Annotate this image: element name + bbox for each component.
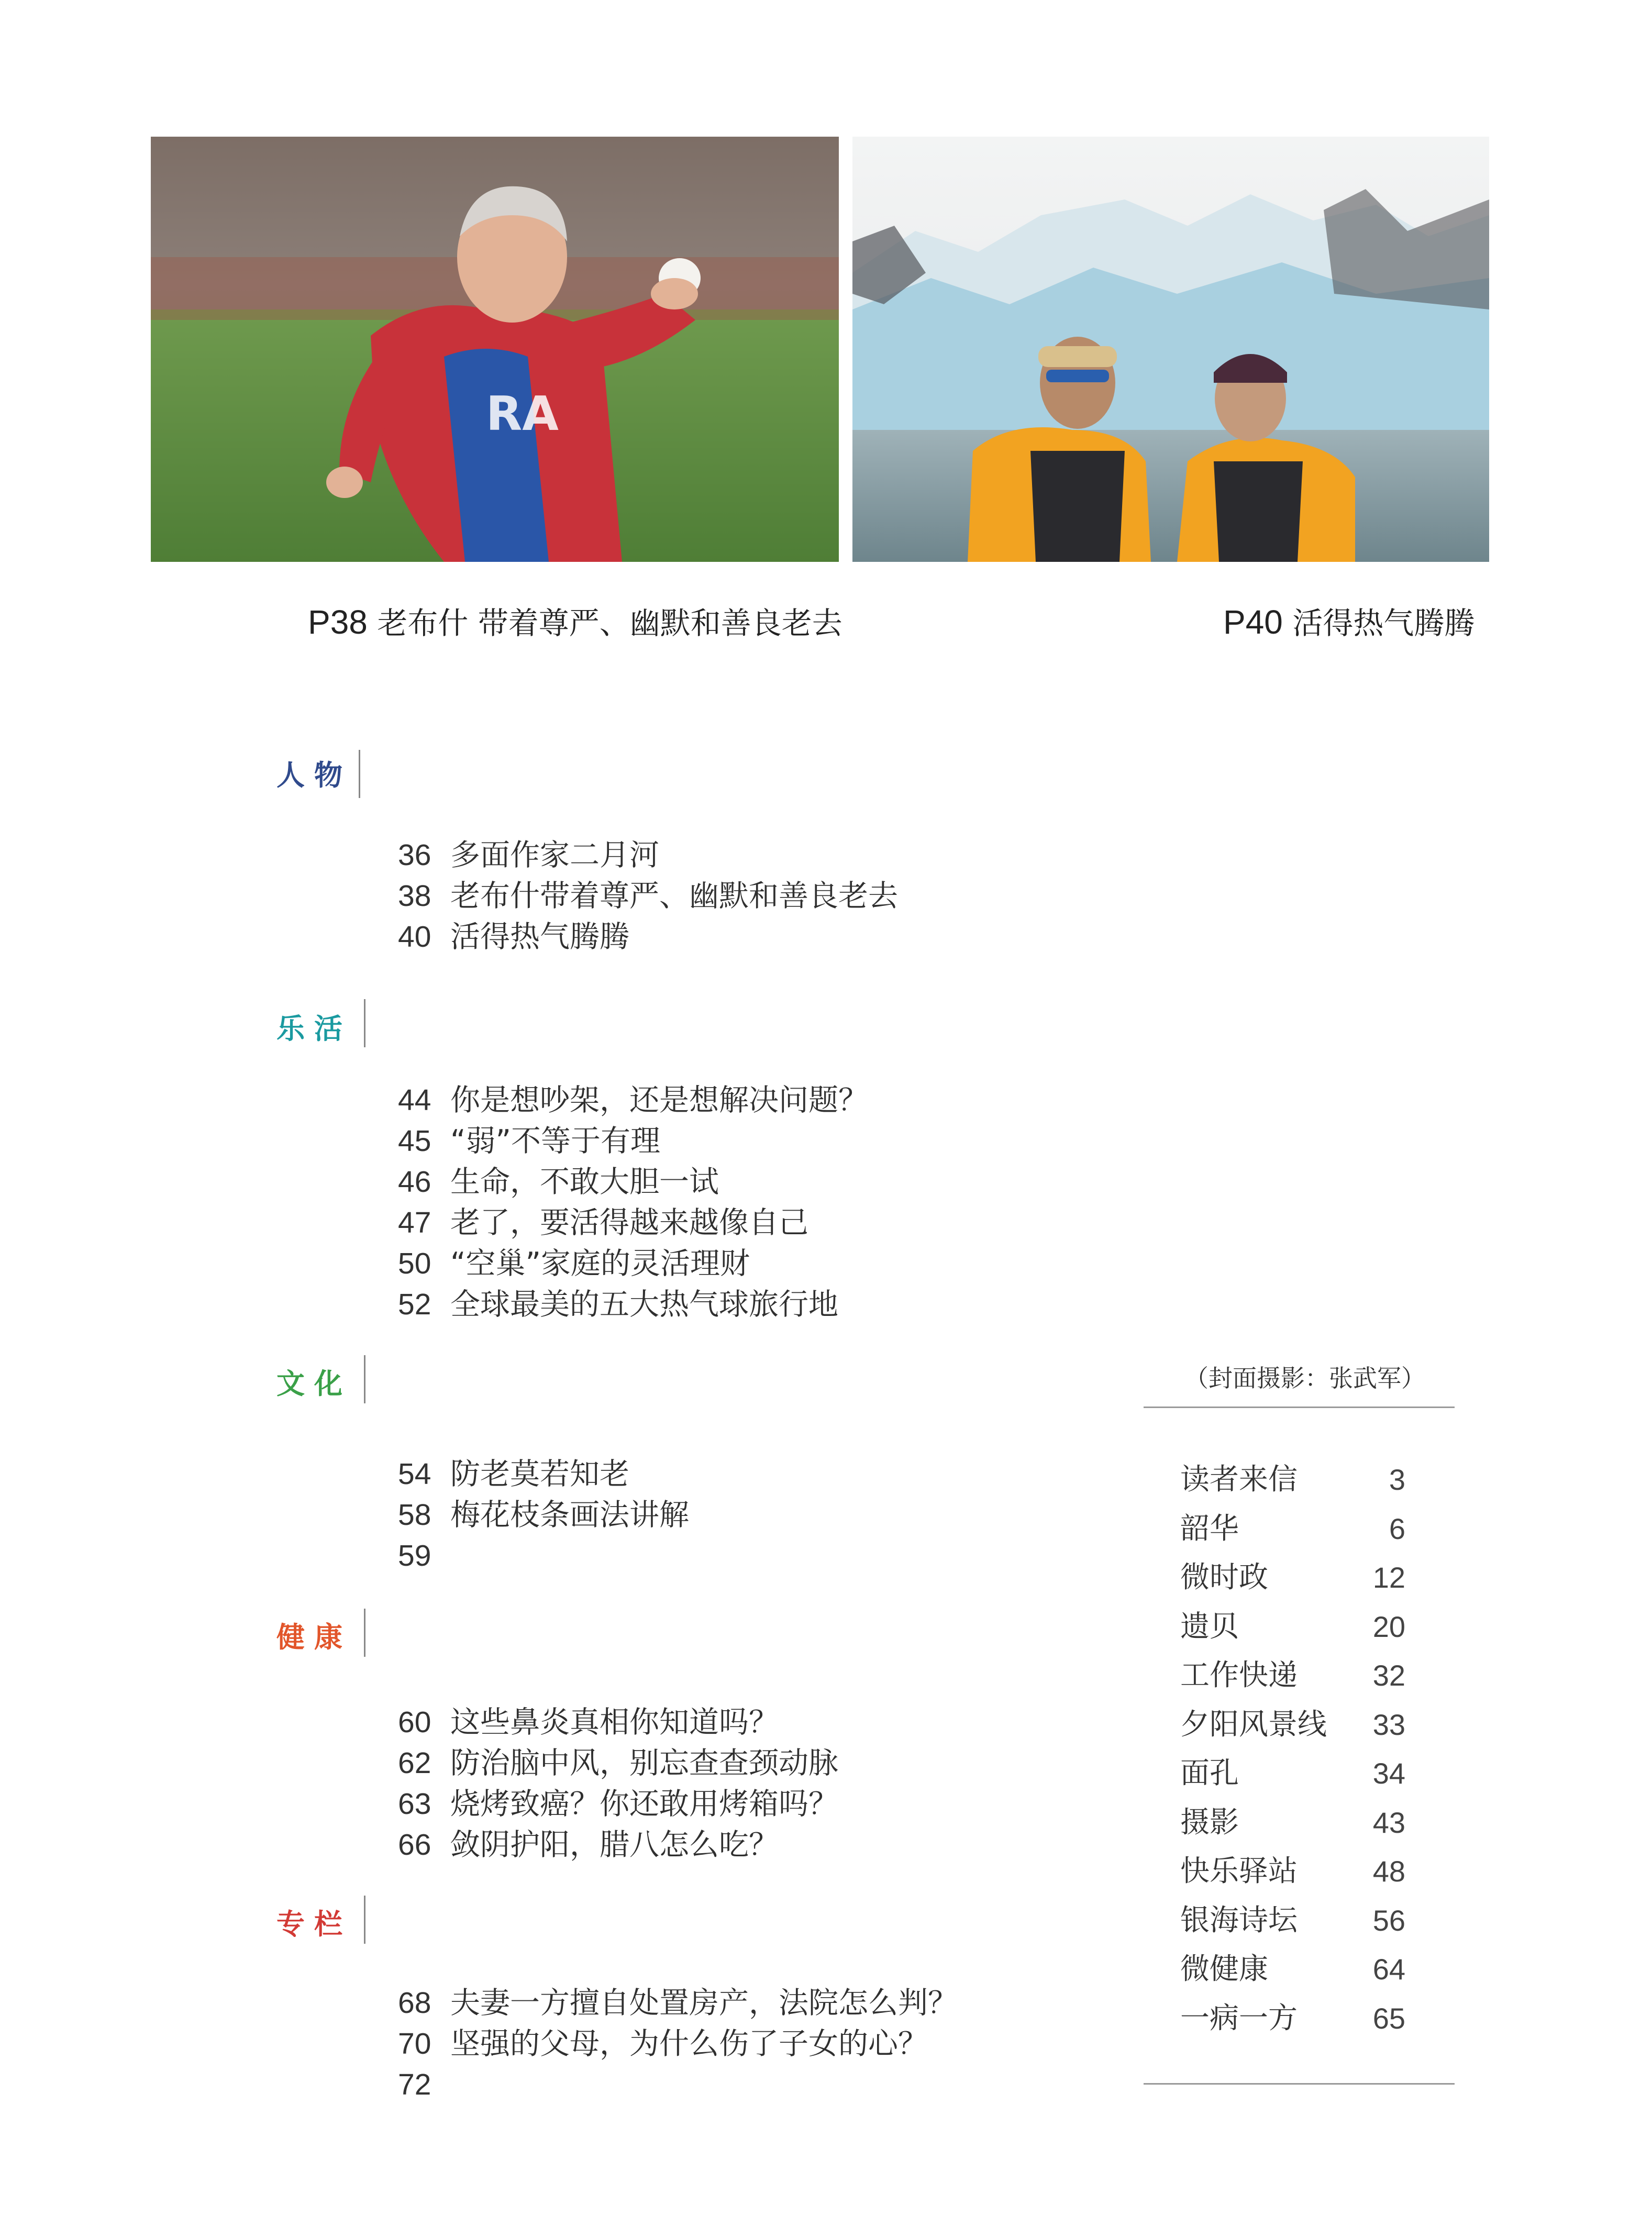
sidebar-column-name: 银海诗坛 [1180, 1903, 1298, 1937]
section-divider [364, 1609, 365, 1657]
sidebar-page-number: 20 [1372, 1610, 1405, 1643]
sidebar-column-name: 面孔 [1180, 1756, 1239, 1790]
sidebar-column-item[interactable] [1180, 1995, 1405, 2043]
toc-title: 活得热气腾腾 [450, 920, 629, 954]
toc-title: 你是想吵架，还是想解决问题？ [450, 1083, 868, 1117]
sidebar-page-number: 32 [1372, 1659, 1405, 1692]
caption-page-number: P40 [1223, 603, 1283, 641]
sidebar-page-number: 34 [1372, 1757, 1405, 1790]
sidebar-column-item[interactable] [1180, 1505, 1405, 1553]
section-divider [364, 1355, 365, 1403]
section-divider [359, 750, 360, 798]
sidebar-page-number: 6 [1389, 1512, 1405, 1545]
caption-p38 [308, 601, 842, 644]
sidebar-column-name: 一病一方 [1180, 2001, 1298, 2035]
glacier-couple-image [852, 137, 1489, 562]
sidebar-page-number: 3 [1389, 1463, 1405, 1496]
toc-title: 这些鼻炎真相你知道吗？ [450, 1705, 779, 1740]
toc-title: 防老莫若知老 [450, 1457, 629, 1491]
section-heading-lehuo: 乐活 [276, 1012, 352, 1045]
toc-page-number: 40 [398, 920, 431, 954]
baseball-pitch-image [151, 137, 839, 562]
toc-title: 梅花枝条画法讲解 [450, 1498, 689, 1532]
sidebar-column-name: 微健康 [1180, 1952, 1268, 1986]
sidebar-column-item[interactable] [1180, 1799, 1405, 1847]
toc-page-number: 45 [398, 1124, 431, 1158]
section-heading-jiankang: 健康 [276, 1620, 352, 1654]
caption-page-number: P38 [308, 603, 368, 641]
toc-page-number: 72 [398, 2068, 431, 2101]
sidebar-column-item[interactable] [1180, 1554, 1405, 1602]
toc-title: 坚强的父母，为什么伤了子女的心？ [450, 2026, 928, 2061]
section-heading-renwu: 人物 [276, 758, 352, 792]
toc-page-number: 58 [398, 1498, 431, 1532]
sidebar-column-item[interactable] [1180, 1456, 1405, 1504]
section-heading-wenhua: 文化 [276, 1367, 352, 1400]
toc-page-number: 70 [398, 2027, 431, 2061]
toc-title: 老了，要活得越来越像自己 [450, 1205, 808, 1240]
sidebar-column-item[interactable] [1180, 1603, 1405, 1651]
toc-title: 敛阴护阳，腊八怎么吃？ [450, 1828, 779, 1862]
photo-antarctic-couple [852, 137, 1489, 562]
sidebar-column-name: 韶华 [1180, 1511, 1239, 1546]
sidebar-page-number: 33 [1372, 1708, 1405, 1741]
sidebar-page-number: 48 [1372, 1855, 1405, 1888]
sidebar-column-name: 工作快递 [1180, 1658, 1298, 1692]
toc-page-number: 52 [398, 1288, 431, 1321]
toc-page-number: 50 [398, 1247, 431, 1280]
toc-title: 全球最美的五大热气球旅行地 [450, 1287, 838, 1322]
sidebar-column-name: 夕阳风景线 [1180, 1707, 1327, 1742]
toc-title: “弱”不等于有理 [450, 1124, 661, 1158]
sidebar-column-name: 摄影 [1180, 1805, 1239, 1840]
sidebar-page-number: 64 [1372, 1953, 1405, 1986]
toc-title: 老布什带着尊严、幽默和善良老去 [450, 879, 898, 913]
toc-page-number: 68 [398, 1986, 431, 2020]
sidebar-column-item[interactable] [1180, 1652, 1405, 1700]
toc-page-number: 63 [398, 1787, 431, 1821]
section-heading-zhuanlan: 专栏 [276, 1907, 352, 1941]
toc-page-number: 46 [398, 1165, 431, 1199]
sidebar-column-name: 读者来信 [1180, 1463, 1298, 1497]
toc-title: “空巢”家庭的灵活理财 [450, 1246, 750, 1281]
sidebar-column-item[interactable] [1180, 1945, 1405, 1994]
cover-photo-credit: （封面摄影：张武军） [1184, 1364, 1425, 1392]
sidebar-page-number: 43 [1372, 1806, 1405, 1839]
toc-title: 夫妻一方擅自处置房产，法院怎么判？ [450, 1986, 958, 2020]
toc-page-number: 47 [398, 1206, 431, 1239]
photo-bush-baseball [151, 137, 839, 562]
toc-page-number: 36 [398, 838, 431, 872]
caption-p40 [1223, 601, 1474, 644]
sidebar-page-number: 56 [1372, 1903, 1405, 1937]
toc-page-number: 59 [398, 1539, 431, 1572]
caption-text: 老布什 带着尊严、幽默和善良老去 [377, 605, 842, 641]
section-divider [364, 999, 365, 1047]
sidebar-column-name: 微时政 [1180, 1560, 1268, 1594]
sidebar-bottom-rule [1144, 2083, 1455, 2085]
toc-title: 烧烤致癌？你还敢用烤箱吗？ [450, 1787, 838, 1821]
caption-text: 活得热气腾腾 [1292, 605, 1475, 641]
toc-title: 生命，不敢大胆一试 [450, 1165, 719, 1199]
toc-page-number: 60 [398, 1706, 431, 1739]
toc-page-number: 62 [398, 1746, 431, 1780]
sidebar-page-number: 12 [1372, 1561, 1405, 1594]
sidebar-column-name: 快乐驿站 [1180, 1854, 1298, 1888]
sidebar-column-item[interactable] [1180, 1847, 1405, 1896]
toc-page-number: 66 [398, 1828, 431, 1862]
section-divider [364, 1896, 365, 1944]
svg-text:RA: RA [486, 386, 559, 441]
sidebar-page-number: 65 [1372, 2001, 1405, 2035]
toc-page-number: 38 [398, 879, 431, 913]
sidebar-column-item[interactable] [1180, 1701, 1405, 1749]
toc-page-number: 44 [398, 1083, 431, 1117]
sidebar-column-name: 遗贝 [1180, 1609, 1239, 1644]
toc-title: 防治脑中风，别忘查查颈动脉 [450, 1746, 838, 1780]
sidebar-top-rule [1144, 1407, 1455, 1408]
sidebar-column-item[interactable] [1180, 1749, 1405, 1798]
toc-title: 多面作家二月河 [450, 838, 659, 872]
sidebar-column-item[interactable] [1180, 1897, 1405, 1945]
toc-page-number: 54 [398, 1457, 431, 1491]
